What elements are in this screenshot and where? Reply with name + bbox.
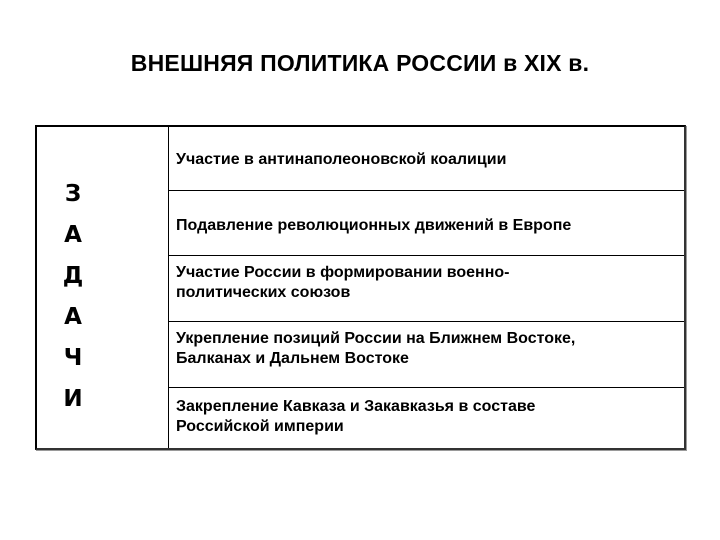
task-item	[168, 191, 684, 256]
vertical-label	[60, 174, 86, 420]
page-title: ВНЕШНЯЯ ПОЛИТИКА РОССИИ в XIX в.	[130, 50, 590, 76]
vertical-letter: З	[64, 181, 82, 207]
tasks-table	[35, 125, 686, 450]
vertical-letter: А	[64, 222, 82, 248]
task-item	[168, 256, 684, 322]
task-text: Участие России в формировании военно- политических союзов	[176, 264, 510, 301]
task-text: Закрепление Кавказа и Закавказья в составе Российской империи	[176, 398, 536, 435]
task-item	[168, 127, 684, 191]
task-text: Подавление революционных движений в Европе	[176, 217, 572, 234]
vertical-letter: А	[64, 304, 82, 330]
task-text: Участие в антинаполеоновской коалиции	[176, 151, 507, 168]
vertical-letter: Ч	[63, 345, 83, 371]
task-text: Укрепление позиций России на Ближнем Востоке, Балканах и Дальнем Востоке	[176, 330, 576, 367]
vertical-letter: И	[63, 386, 83, 412]
tasks-list	[168, 127, 684, 448]
task-item	[168, 388, 684, 448]
task-item	[168, 322, 684, 388]
label-column	[37, 127, 169, 448]
vertical-letter: Д	[62, 263, 84, 289]
